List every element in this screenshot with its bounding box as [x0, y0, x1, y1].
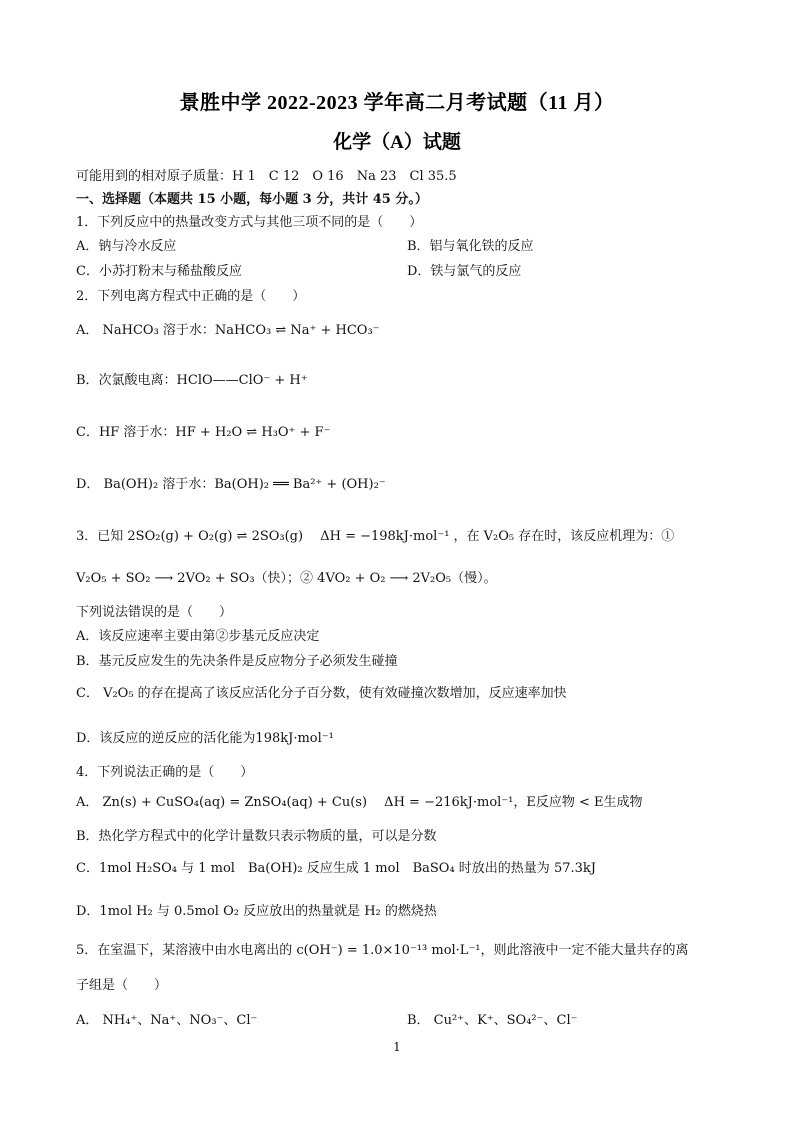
q1-stem: 1．下列反应中的热量改变方式与其他三项不同的是（ ） — [76, 215, 423, 230]
q1-option-a: A．钠与冷水反应 — [76, 239, 177, 254]
q5-option-a: A． NH₄⁺、Na⁺、NO₃⁻、Cl⁻ — [76, 1013, 258, 1028]
q3-option-b: B．基元反应发生的先决条件是反应物分子必须发生碰撞 — [76, 654, 398, 669]
q4-option-c: C．1mol H₂SO₄ 与 1 mol Ba(OH)₂ 反应生成 1 mol BaSO₄ 时放出的热量为 57.3kJ — [76, 861, 596, 876]
page-number: 1 — [393, 1040, 401, 1054]
q4-option-b: B．热化学方程式中的化学计量数只表示物质的量，可以是分数 — [76, 829, 437, 844]
section-heading: 一、选择题（本题共 15 小题，每小题 3 分，共计 45 分。） — [76, 192, 428, 207]
q3-stem-line2: V₂O₅ + SO₂ ⟶ 2VO₂ + SO₃（快）；② 4VO₂ + O₂ ⟶ 2V₂O₅（慢）。 — [76, 571, 497, 586]
q5-option-b: B． Cu²⁺、K⁺、SO₄²⁻、Cl⁻ — [407, 1013, 578, 1028]
q3-option-c: C． V₂O₅ 的存在提高了该反应活化分子百分数，使有效碰撞次数增加，反应速率加快 — [76, 686, 567, 701]
q1-option-d: D．铁与氯气的反应 — [407, 264, 522, 279]
q5-stem-line2: 子组是（ ） — [76, 978, 168, 993]
q2-stem: 2．下列电离方程式中正确的是（ ） — [76, 289, 306, 304]
q3-option-d: D．该反应的逆反应的活化能为198kJ·mol⁻¹ — [76, 731, 334, 746]
atomic-masses: 可能用到的相对原子质量：H 1 C 12 O 16 Na 23 Cl 35.5 — [76, 169, 457, 184]
exam-subtitle: 化学（A）试题 — [333, 132, 461, 153]
q4-stem: 4．下列说法正确的是（ ） — [76, 765, 254, 780]
q3-option-a: A．该反应速率主要由第②步基元反应决定 — [76, 629, 320, 644]
q1-option-b: B．铝与氧化铁的反应 — [407, 239, 534, 254]
q4-option-d: D．1mol H₂ 与 0.5mol O₂ 反应放出的热量就是 H₂ 的燃烧热 — [76, 904, 437, 919]
q2-option-d: D． Ba(OH)₂ 溶于水：Ba(OH)₂ ══ Ba²⁺ + (OH)₂⁻ — [76, 477, 386, 492]
q1-option-c: C．小苏打粉末与稀盐酸反应 — [76, 264, 242, 279]
q4-option-a: A． Zn(s) + CuSO₄(aq) = ZnSO₄(aq) + Cu(s) ΔH = −216kJ·mol⁻¹，E反应物 < E生成物 — [76, 795, 643, 810]
q2-option-c: C．HF 溶于水：HF + H₂O ⇌ H₃O⁺ + F⁻ — [76, 425, 331, 440]
q3-stem-line3: 下列说法错误的是（ ） — [76, 605, 233, 620]
q2-option-a: A． NaHCO₃ 溶于水：NaHCO₃ ⇌ Na⁺ + HCO₃⁻ — [76, 323, 380, 338]
q5-stem-line1: 5．在室温下，某溶液中由水电离出的 c(OH⁻) = 1.0×10⁻¹³ mol·L⁻¹，则此溶液中一定不能大量共存的离 — [76, 943, 689, 958]
exam-title: 景胜中学 2022-2023 学年高二月考试题（11 月） — [179, 92, 615, 114]
q3-stem-line1: 3．已知 2SO₂(g) + O₂(g) ⇌ 2SO₃(g) ΔH = −198kJ·mol⁻¹ ，在 V₂O₅ 存在时，该反应机理为：① — [76, 529, 675, 544]
q2-option-b: B．次氯酸电离：HClO——ClO⁻ + H⁺ — [76, 373, 308, 388]
